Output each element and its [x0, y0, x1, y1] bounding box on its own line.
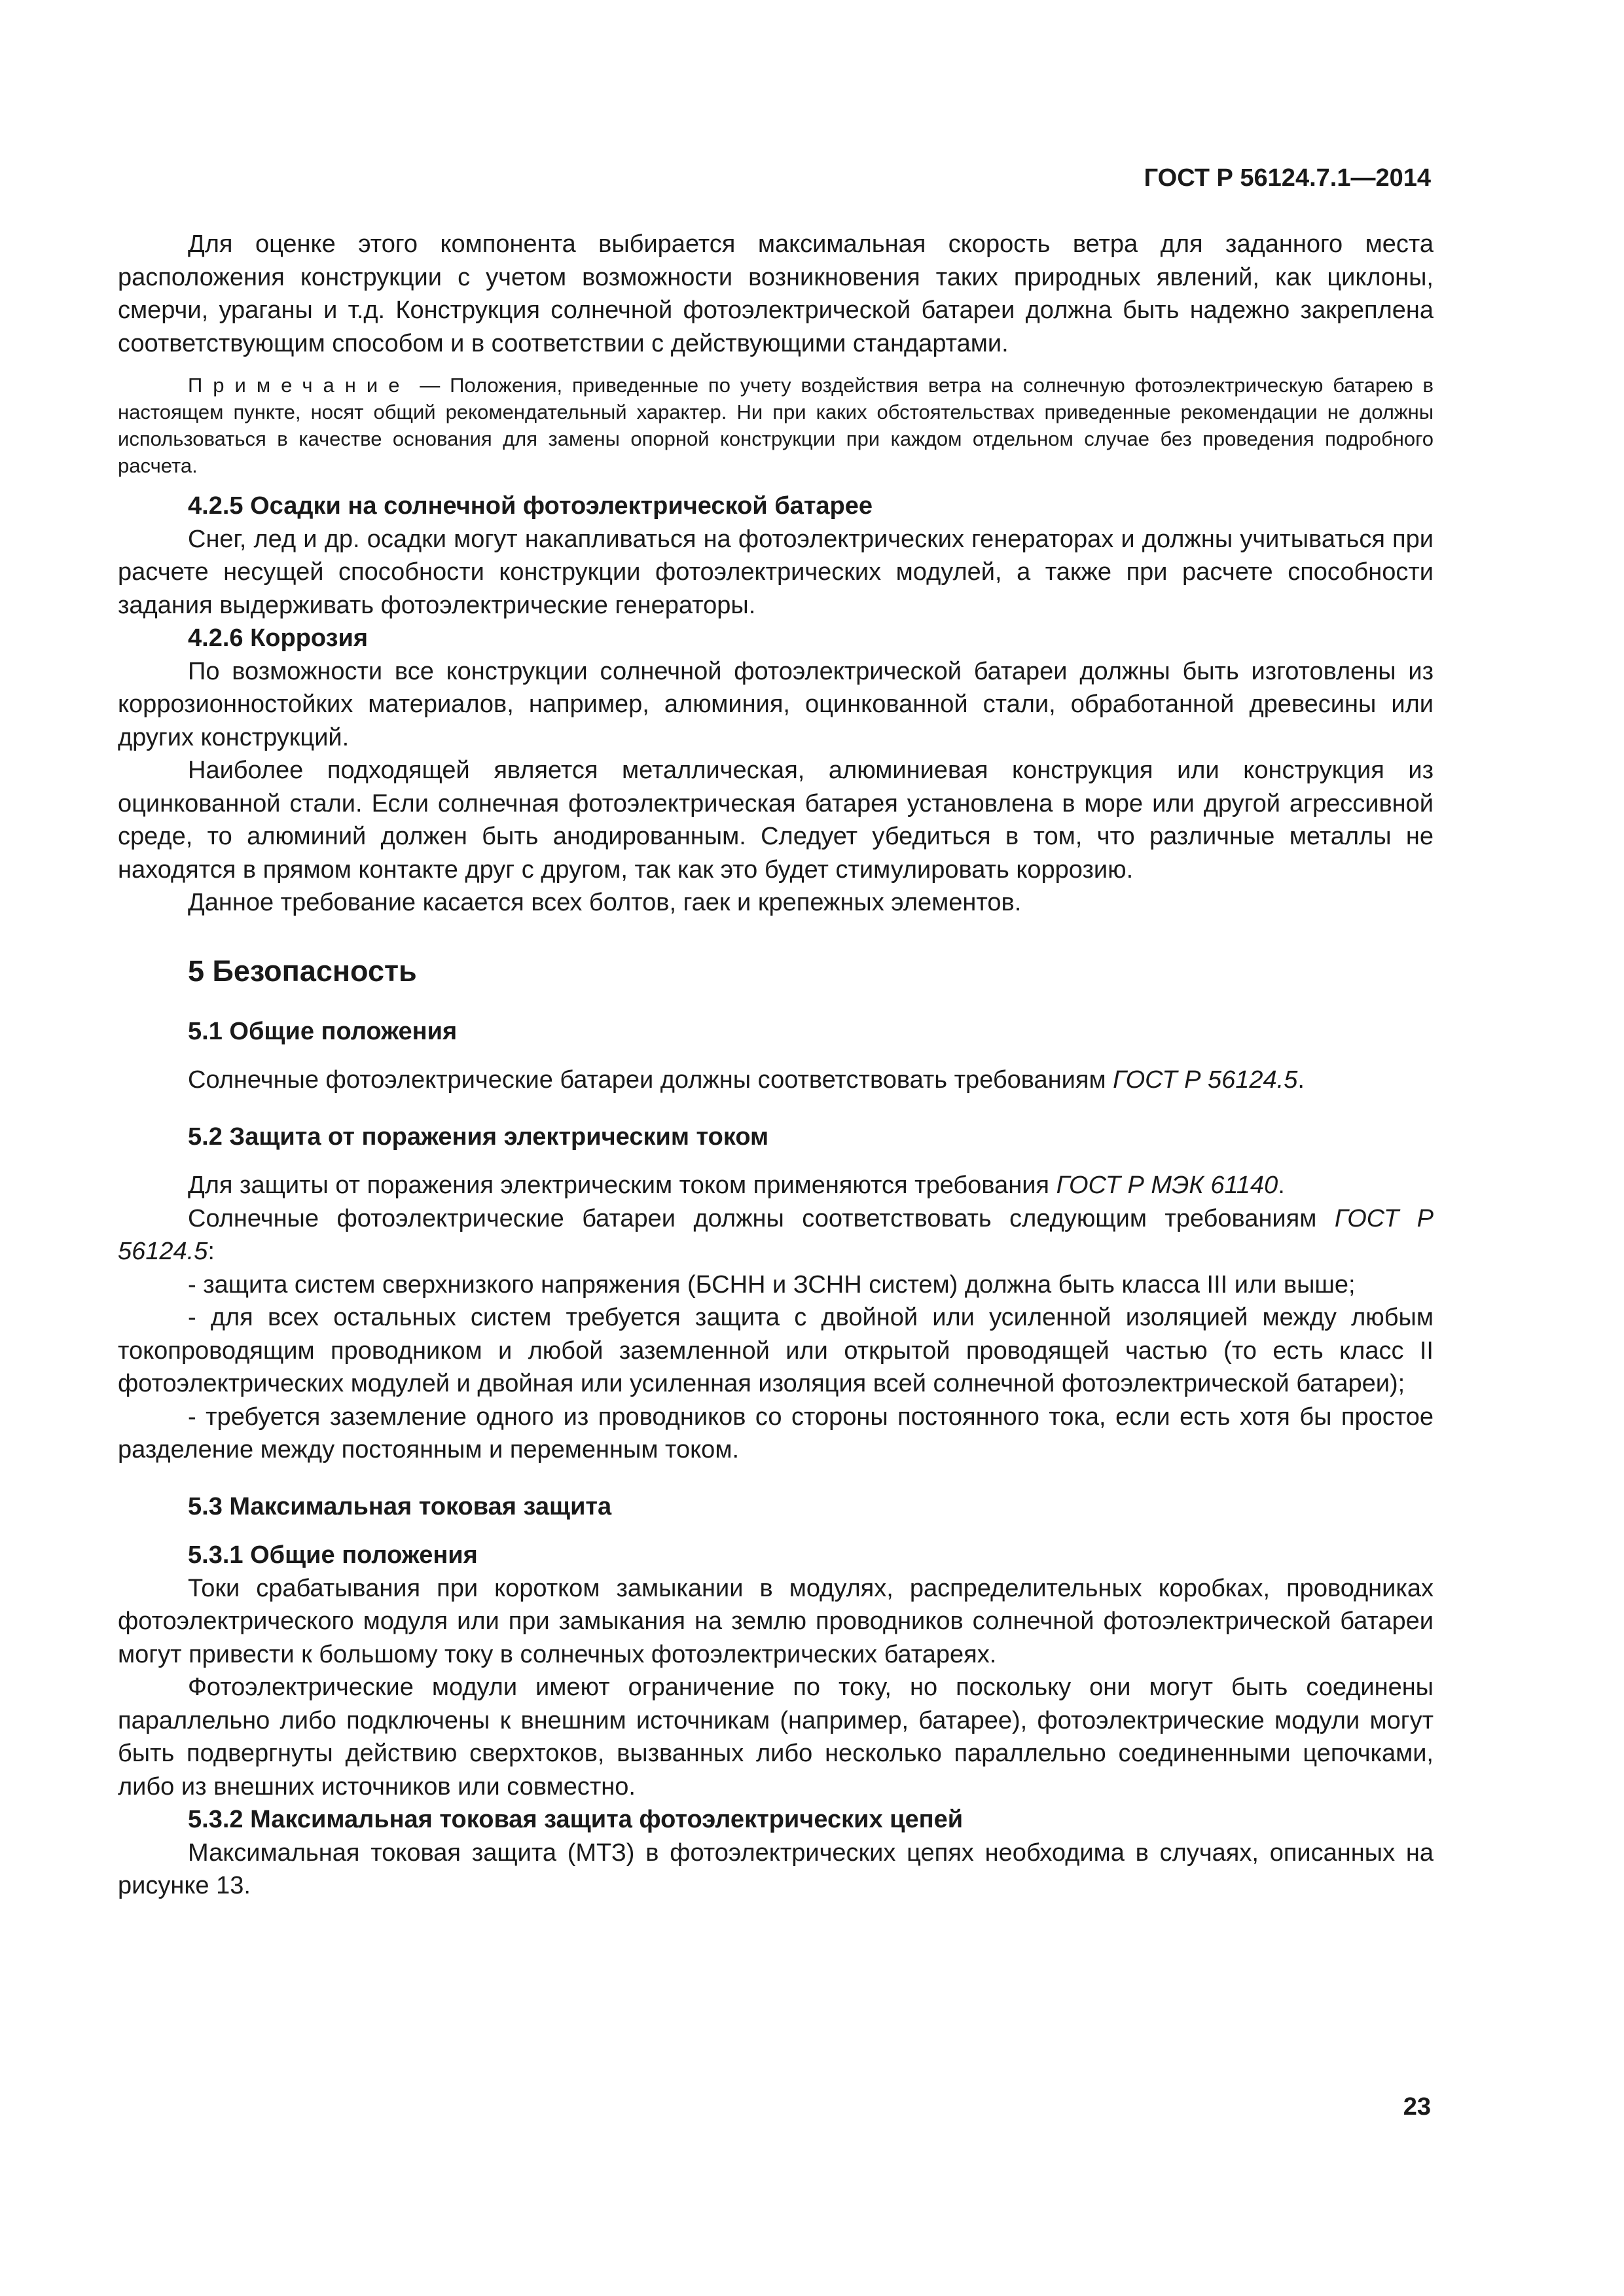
heading-5-3-2: 5.3.2 Максимальная токовая защита фотоэлектрических цепей	[188, 1806, 964, 1833]
heading-4-2-6: 4.2.6 Коррозия	[188, 624, 369, 652]
heading-5-3-1: 5.3.1 Общие положения	[188, 1541, 478, 1569]
paragraph-5-1-text: Солнечные фотоэлектрические батареи должны соответствовать требованиям	[188, 1066, 1113, 1094]
heading-4-2-5: 4.2.5 Осадки на солнечной фотоэлектрической батарее	[188, 492, 873, 520]
paragraph-4-2-5: Снег, лед и др. осадки могут накапливаться на фотоэлектрических генераторах и должны учитываться при расчете несущей способности конструкции фотоэлектрических модулей, а также при расчете способности задания выдерживать фотоэлектрические генераторы.	[118, 525, 1434, 619]
punctuation: .	[1278, 1172, 1285, 1199]
paragraph-5-2-b	[118, 1202, 1434, 1268]
standard-reference: ГОСТ Р 56124.5	[118, 1204, 1434, 1265]
note-text: — Положения, приведенные по учету воздействия ветра на солнечную фотоэлектрическую батарею в настоящем пункте, носят общий рекомендательный характер. Ни при каких обстоятельствах приведенные рекомендации не должны использоваться в качестве основания для замены опорной конструкции при каждом отдельном случае без проведения подробного расчета.	[118, 374, 1434, 477]
note-label: Примечание	[188, 374, 410, 397]
intro-paragraph: Для оценке этого компонента выбирается максимальная скорость ветра для заданного места расположения конструкции с учетом возможности возникновения таких природных явлений, как циклоны, смерчи, ураганы и т.д. Конструкция солнечной фотоэлектрической батареи должна быть надежно закреплена соответствующим способом и в соответствии с действующими стандартами.	[118, 230, 1434, 357]
list-item-2: - для всех остальных систем требуется защита с двойной или усиленной изоляцией между любым токопроводящим проводником и любой заземленной или открытой проводящей частью (то есть класс II фотоэлектрических модулей и двойная или усиленная изоляция всей солнечной фотоэлектрической батареи);	[118, 1304, 1434, 1397]
page-content	[118, 228, 1434, 1903]
paragraph-5-3-1-a: Токи срабатывания при коротком замыкании в модулях, распределительных коробках, проводниках фотоэлектрического модуля или при замыкания на землю проводников солнечной фотоэлектрической батареи могут привести к большому току в солнечных фотоэлектрических батареях.	[118, 1574, 1434, 1668]
heading-section-5: 5 Безопасность	[188, 954, 417, 988]
note-block	[118, 372, 1434, 479]
standard-reference: ГОСТ Р 56124.5	[1113, 1066, 1298, 1094]
paragraph-5-3-1-b: Фотоэлектрические модули имеют ограничение по току, но поскольку они могут быть соединены параллельно либо подключены к внешним источникам (например, батарее), фотоэлектрические модули могут быть подвергнуты действию сверхтоков, вызванных либо несколько параллельно соединенными цепочками, либо из внешних источников или совместно.	[118, 1674, 1434, 1801]
paragraph-5-2-a	[118, 1169, 1434, 1202]
paragraph-5-1	[118, 1064, 1434, 1097]
paragraph-4-2-6-a: По возможности все конструкции солнечной фотоэлектрической батареи должны быть изготовлены из коррозионностойких материалов, например, алюминия, оцинкованной стали, обработанной древесины или других конструкций.	[118, 657, 1434, 751]
heading-5-3: 5.3 Максимальная токовая защита	[188, 1492, 612, 1520]
paragraph-5-2-b-text: Солнечные фотоэлектрические батареи должны соответствовать следующим требованиям	[188, 1204, 1335, 1232]
list-item-1: - защита систем сверхнизкого напряжения (БСНН и ЗСНН систем) должна быть класса III или выше;	[188, 1270, 1356, 1299]
heading-5-1: 5.1 Общие положения	[188, 1017, 458, 1045]
punctuation: .	[1297, 1066, 1305, 1094]
heading-5-2: 5.2 Защита от поражения электрическим током	[188, 1122, 769, 1151]
paragraph-4-2-6-c: Данное требование касается всех болтов, гаек и крепежных элементов.	[188, 889, 1022, 916]
list-item-3: - требуется заземление одного из проводников со стороны постоянного тока, если есть хотя бы простое разделение между постоянным и переменным током.	[118, 1403, 1434, 1463]
paragraph-4-2-6-b: Наиболее подходящей является металлическая, алюминиевая конструкция или конструкция из оцинкованной стали. Если солнечная фотоэлектрическая батарея установлена в море или другой агрессивной среде, то алюминий должен быть анодированным. Следует убедиться в том, что различные металлы не находятся в прямом контакте друг с другом, так как это будет стимулировать коррозию.	[118, 757, 1434, 884]
standard-reference: ГОСТ Р МЭК 61140	[1056, 1172, 1278, 1199]
paragraph-5-3-2: Максимальная токовая защита (МТЗ) в фотоэлектрических цепях необходима в случаях, описанных на рисунке 13.	[118, 1839, 1434, 1899]
document-number-header: ГОСТ Р 56124.7.1—2014	[1144, 164, 1431, 192]
page-number: 23	[1403, 2093, 1431, 2121]
punctuation: :	[208, 1238, 215, 1265]
paragraph-5-2-a-text: Для защиты от поражения электрическим током применяются требования	[188, 1172, 1056, 1199]
